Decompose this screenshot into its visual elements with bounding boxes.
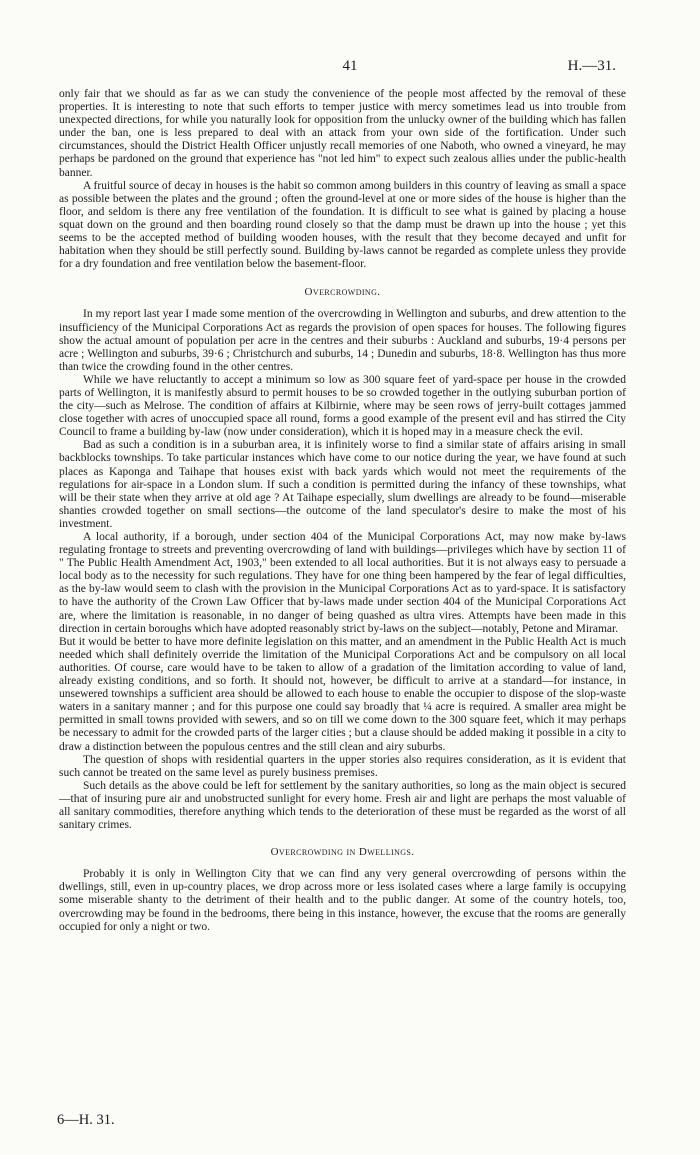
paragraph: Probably it is only in Wellington City that we can find any very general overcrowding of persons within the dwellings, still, even in up-country places, we drop across more or less isolated cases where a large family is occupying some miserable shanty to the detriment of their health and to the public danger. At some of the country hotels, too, overcrowding may be found in the bedrooms, there being in this instance, however, the excuse that the rooms are generally occupied for only a night or two. [59,868,626,933]
paragraph: But it would be better to have more definite legislation on this matter, and an amendment in the Public Health Act is much needed which shall definitely override the limitation of the Municipal Corporations Act and be compulsory on all local authorities. Of course, care would have to be taken to allow of a gradation of the limitation according to value of land, already existing conditions, and so forth. It should not, however, be difficult to arrive at a standard—for instance, in unsewered townships a sufficient area should be allowed to each house to enable the occupier to dispose of the slop-waste waters in a sanitary manner ; and for this purpose one could say broadly that ¼ acre is required. A smaller area might be permitted in small towns provided with sewers, and so on till we come down to the 300 square feet, which it may perhaps be necessary to admit for the crowded parts of the larger cities ; but a clause should be added making it possible in a city to draw a distinction between the populous centres and the still clean and airy suburbs. [59,635,626,753]
body-text [59,88,626,934]
paragraph: Bad as such a condition is in a suburban area, it is infinitely worse to find a similar state of affairs arising in small backblocks townships. To take particular instances which have come to our notice during the year, we have found at such places as Kaponga and Taihape that houses exist with back yards which would not meet the requirements of the regulations for air-space in a London slum. If such a condition is permitted during the infancy of these townships, what will be their state when they arrive at old age ? At Taihape especially, slum dwellings are already to be found—miserable shanties crowded together on small sections—the outcome of the land speculator's desire to make the most of his investment. [59,439,626,530]
section-heading-overcrowding-dwellings: Overcrowding in Dwellings. [270,846,415,859]
paragraph: only fair that we should as far as we can study the convenience of the people most affected by the removal of these properties. It is interesting to note that such efforts to temper justice with mercy sometimes lead us into trouble from unexpected directions, for while you naturally look for opposition from the unlucky owner of the building which has fallen under the ban, one is less prepared to deal with an attack from your own side of the fortification. Under such circumstances, should the District Health Officer unjustly recall memories of one Naboth, who owned a vineyard, he may perhaps be pardoned on the ground that experience has "not led him" to expect such zealous allies under the public-health banner. [59,88,626,179]
paragraph: The question of shops with residential quarters in the upper stories also requires consideration, as it is evident that such cannot be treated on the same level as purely business premises. [59,753,626,779]
paragraph: Such details as the above could be left for settlement by the sanitary authorities, so long as the main object is secured—that of insuring pure air and unobstructed sunlight for every home. Fresh air and light are perhaps the most valuable of all sanitary commodities, therefore anything which tends to the deterioration of these must be regarded as the worst of all sanitary crimes. [59,779,626,832]
footer-signature-reference: 6—H. 31. [57,1112,115,1128]
paragraph: While we have reluctantly to accept a minimum so low as 300 square feet of yard-space per house in the crowded parts of Wellington, it is manifestly absurd to permit houses to be so crowded together in the outlying suburban portion of the city—such as Melrose. The condition of affairs at Kilbirnie, where may be seen rows of jerry-built cottages jammed close together with acres of unoccupied space all round, forms a good example of the present evil and has stirred the City Council to frame a building by-law (now under consideration), which it is hoped may in a measure check the evil. [59,373,626,439]
page-number: 41 [342,58,358,74]
paragraph: In my report last year I made some mention of the overcrowding in Wellington and suburbs, and drew attention to the insufficiency of the Municipal Corporations Act as regards the provision of open spaces for houses. The following figures show the actual amount of population per acre in the centres and their suburbs : Auckland and suburbs, 19·4 persons per acre ; Wellington and suburbs, 39·6 ; Christchurch and suburbs, 14 ; Dunedin and suburbs, 18·8. Wellington has thus more than twice the crowding found in the other centres. [59,308,626,373]
section-heading-overcrowding: Overcrowding. [304,286,381,299]
paragraph: A fruitful source of decay in houses is the habit so common among builders in this country of leaving as small a space as possible between the plates and the ground ; often the ground-level at one or more sides of the house is higher than the floor, and seldom is there any free ventilation of the foundation. It is difficult to see what is gained by placing a house squat down on the ground and then boarding round closely so that the damp must be drawn up into the house ; yet this seems to be the accepted method of building wooden houses, with the result that they become decayed and unfit for habitation when they should be still perfectly sound. Building by-laws cannot be regarded as complete unless they provide for a dry foundation and free ventilation below the basement-floor. [59,179,626,271]
paragraph: A local authority, if a borough, under section 404 of the Municipal Corporations Act, may now make by-laws regulating frontage to streets and preventing overcrowding of land with buildings—privileges which have by section 11 of " The Public Health Amendment Act, 1903," been extended to all local authorities. But it is not always easy to persuade a local body as to the necessity for such regulations. They have for one thing been hampered by the fear of legal difficulties, as the by-law would seem to clash with the provision in the Municipal Corporations Act as to yard-space. It is satisfactory to have the authority of the Crown Law Officer that by-laws made under section 404 of the Municipal Corporations Act are, where the limitation is reasonable, in no danger of being quashed as ultra vires. Attempts have been made in this direction in certain boroughs which have adopted reasonably strict by-laws on the subject—notably, Petone and Miramar. [59,531,626,635]
document-reference: H.—31. [567,58,616,74]
